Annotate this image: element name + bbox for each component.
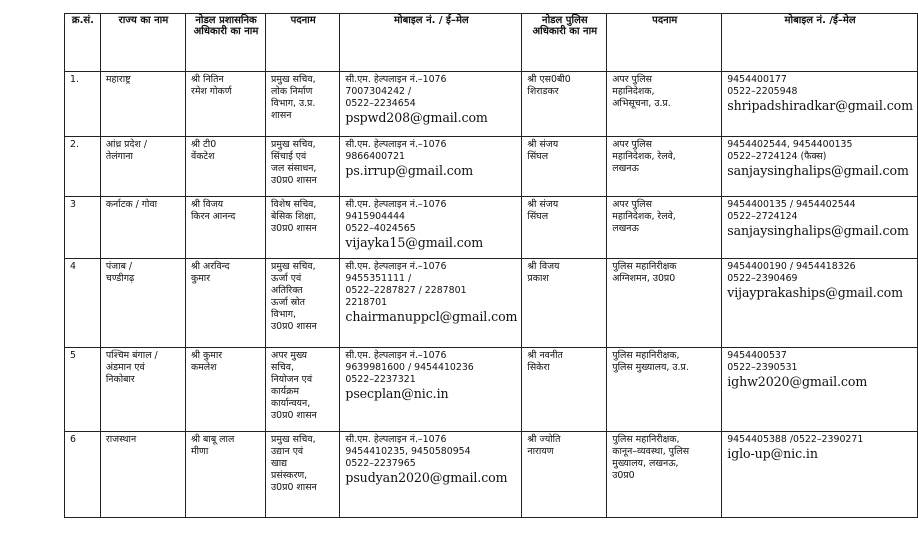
admin-contact-line: 9455351111 / (345, 273, 412, 284)
admin-contact-line: 2218701 (345, 297, 388, 308)
admin-designation-line: उ0प्र0 शासन (271, 482, 317, 493)
admin-designation-line: कार्यक्रम (271, 386, 299, 397)
police-designation (607, 432, 722, 518)
admin-name-line: रमेश गोकर्ण (191, 86, 232, 97)
police-officer-name (522, 348, 607, 432)
admin-designation-line: खाद्य (271, 458, 288, 469)
admin-designation-line: लोक निर्माण (271, 86, 313, 97)
admin-name-line: कमलेश (191, 362, 217, 373)
serial-number: 3 (65, 197, 101, 259)
police-contact-line: 0522–2724124 (727, 211, 798, 222)
police-name-line: श्री नवनीत (527, 350, 563, 361)
police-designation-line: महानिदेशक, (612, 86, 655, 97)
state-name (100, 72, 185, 137)
admin-name-line: श्री विजय (191, 199, 224, 210)
police-officer-name (522, 197, 607, 259)
admin-designation-line: विशेष सचिव, (271, 199, 317, 210)
police-contact-line: 9454400190 / 9454418326 (727, 261, 856, 272)
table-row (65, 432, 918, 518)
admin-contact-line: 0522–2287827 / 2287801 (345, 285, 467, 296)
admin-name-line: किरन आनन्द (191, 211, 236, 222)
admin-contact-line: सी.एम. हेल्पलाइन नं.–1076 (345, 139, 447, 150)
police-officer-name (522, 432, 607, 518)
admin-officer-name (186, 259, 266, 348)
police-designation-line: महानिदेशक, रेलवे, (612, 151, 676, 162)
police-officer-name (522, 259, 607, 348)
admin-designation-line: उ0प्र0 शासन (271, 223, 317, 234)
table-row (65, 72, 918, 137)
header-admin-contact: मोबाइल नं. / ई–मेल (340, 14, 522, 72)
police-designation-line: अपर पुलिस (612, 74, 652, 85)
admin-email[interactable]: psecplan@nic.in (345, 386, 449, 401)
serial-number: 5 (65, 348, 101, 432)
police-designation-line: कानून–व्यवस्था, पुलिस (612, 446, 690, 457)
admin-contact-line: सी.एम. हेल्पलाइन नं.–1076 (345, 261, 447, 272)
admin-designation-line: प्रमुख सचिव, (271, 74, 316, 85)
state-line: पश्चिम बंगाल / (105, 350, 158, 361)
police-designation-line: मुख्यालय, लखनऊ, (612, 458, 679, 469)
police-designation (607, 72, 722, 137)
admin-designation-line: प्रमुख सचिव, (271, 434, 316, 445)
police-contact (722, 72, 918, 137)
state-line: तेलंगाना (105, 151, 133, 162)
table-row (65, 137, 918, 197)
police-contact-line: 9454400537 (727, 350, 787, 361)
header-admin-officer: नोडल प्रशासनिक अधिकारी का नाम (186, 14, 266, 72)
admin-designation-line: जल संसाधन, (271, 163, 317, 174)
header-admin-designation: पदनाम (266, 14, 340, 72)
admin-designation (266, 348, 340, 432)
admin-contact-line: सी.एम. हेल्पलाइन नं.–1076 (345, 350, 447, 361)
police-designation (607, 259, 722, 348)
police-name-line: नारायण (527, 446, 554, 457)
police-email[interactable]: ighw2020@gmail.com (727, 374, 868, 389)
police-designation-line: पुलिस मुख्यालय, उ.प्र. (612, 362, 689, 373)
police-contact-line: 0522–2390531 (727, 362, 798, 373)
police-email[interactable]: sanjaysinghalips@gmail.com (727, 223, 909, 238)
police-name-line: श्री विजय (527, 261, 560, 272)
police-contact (722, 348, 918, 432)
admin-designation (266, 137, 340, 197)
state-line: निकोबार (105, 374, 135, 385)
police-contact-line: 0522–2390469 (727, 273, 798, 284)
admin-designation (266, 72, 340, 137)
police-contact-line: 9454402544, 9454400135 (727, 139, 853, 150)
admin-designation-line: कार्यान्वयन, (271, 398, 311, 409)
table-row (65, 348, 918, 432)
admin-contact (340, 137, 522, 197)
admin-contact-line: सी.एम. हेल्पलाइन नं.–1076 (345, 434, 447, 445)
admin-designation-line: बेसिक शिक्षा, (271, 211, 317, 222)
admin-designation-line: प्रमुख सचिव, (271, 261, 316, 272)
admin-designation-line: प्रसंस्करण, (271, 470, 308, 481)
police-contact-line: 9454400135 / 9454402544 (727, 199, 856, 210)
police-designation-line: अपर पुलिस (612, 139, 652, 150)
admin-contact (340, 72, 522, 137)
header-police-designation: पदनाम (607, 14, 722, 72)
police-contact-line: 9454400177 (727, 74, 787, 85)
admin-designation-line: उ0प्र0 शासन (271, 410, 317, 421)
police-designation (607, 348, 722, 432)
admin-designation-line: उद्यान एवं (271, 446, 304, 457)
state-line: चण्डीगढ़ (105, 273, 135, 284)
police-name-line: शिराडकर (527, 86, 559, 97)
admin-contact-line: 0522–2237321 (345, 374, 416, 385)
admin-contact-line: 9866400721 (345, 151, 406, 162)
admin-officer-name (186, 432, 266, 518)
police-name-line: श्री संजय (527, 199, 559, 210)
state-name (100, 137, 185, 197)
police-name-line: सिकेरा (527, 362, 550, 373)
police-contact-line: 9454405388 /0522–2390271 (727, 434, 864, 445)
header-police-officer: नोडल पुलिस अधिकारी का नाम (522, 14, 607, 72)
table-row (65, 197, 918, 259)
nodal-officers-table (64, 13, 918, 518)
admin-name-line: वेंकटेश (191, 151, 215, 162)
document-page (64, 13, 918, 518)
admin-name-line: कुमार (191, 273, 211, 284)
admin-contact-line: 9454410235, 9450580954 (345, 446, 471, 457)
admin-designation (266, 259, 340, 348)
police-designation-line: अभिसूचना, उ.प्र. (612, 98, 671, 109)
police-designation-line: पुलिस महानिरीक्षक, (612, 434, 680, 445)
admin-contact-line: सी.एम. हेल्पलाइन नं.–1076 (345, 74, 447, 85)
admin-name-line: श्री नितिन (191, 74, 224, 85)
police-name-line: सिंघल (527, 211, 549, 222)
police-officer-name (522, 137, 607, 197)
admin-officer-name (186, 72, 266, 137)
state-line: पंजाब / (105, 261, 133, 272)
admin-designation-line: सचिव, (271, 362, 294, 373)
admin-designation-line: सिंचाई एवं (271, 151, 307, 162)
police-email[interactable]: shripadshiradkar@gmail.com (727, 98, 913, 113)
police-designation-line: अपर पुलिस (612, 199, 652, 210)
police-designation-line: पुलिस महानिरीक्षक, (612, 350, 680, 361)
police-designation-line: अग्निशमन, उ0प्र0 (612, 273, 676, 284)
police-name-line: प्रकाश (527, 273, 549, 284)
admin-name-line: श्री टी0 (191, 139, 217, 150)
police-designation-line: पुलिस महानिरीक्षक (612, 261, 677, 272)
state-name (100, 432, 185, 518)
admin-officer-name (186, 197, 266, 259)
police-name-line: श्री ज्योति (527, 434, 561, 445)
state-name (100, 348, 185, 432)
state-name (100, 259, 185, 348)
header-police-contact: मोबाइल नं. /ई–मेल (722, 14, 918, 72)
admin-designation-line: नियोजन एवं (271, 374, 313, 385)
admin-designation-line: विभाग, उ.प्र. (271, 98, 316, 109)
admin-officer-name (186, 348, 266, 432)
police-name-line: श्री एस0बी0 (527, 74, 571, 85)
police-designation (607, 137, 722, 197)
table-header-row (65, 14, 918, 72)
admin-officer-name (186, 137, 266, 197)
police-designation-line: महानिदेशक, रेलवे, (612, 211, 676, 222)
admin-designation-line: विभाग, (271, 309, 296, 320)
admin-name-line: श्री अरविन्द (191, 261, 230, 272)
table-row (65, 259, 918, 348)
police-officer-name (522, 72, 607, 137)
admin-designation-line: शासन (271, 110, 292, 121)
police-contact (722, 432, 918, 518)
police-contact-line: 0522–2205948 (727, 86, 798, 97)
admin-email[interactable]: chairmanuppcl@gmail.com (345, 309, 518, 324)
admin-designation-line: ऊर्जा स्रोत (271, 297, 305, 308)
admin-designation-line: प्रमुख सचिव, (271, 139, 316, 150)
admin-email[interactable]: pspwd208@gmail.com (345, 110, 488, 125)
serial-number: 1. (65, 72, 101, 137)
police-designation (607, 197, 722, 259)
admin-contact-line: 0522–2234654 (345, 98, 416, 109)
admin-contact-line: 0522–4024565 (345, 223, 416, 234)
police-email[interactable]: vijayprakaships@gmail.com (727, 285, 903, 300)
admin-designation-line: अतिरिक्त (271, 285, 303, 296)
admin-designation-line: अपर मुख्य (271, 350, 307, 361)
admin-name-line: श्री कुमार (191, 350, 223, 361)
admin-contact-line: 0522–2237965 (345, 458, 416, 469)
police-email[interactable]: sanjaysinghalips@gmail.com (727, 163, 909, 178)
police-contact-line: 0522–2724124 (फैक्स) (727, 151, 827, 162)
police-contact (722, 259, 918, 348)
police-name-line: श्री संजय (527, 139, 559, 150)
police-contact (722, 197, 918, 259)
admin-contact (340, 197, 522, 259)
admin-contact-line: 9415904444 (345, 211, 406, 222)
admin-designation (266, 197, 340, 259)
admin-contact (340, 348, 522, 432)
admin-email[interactable]: psudyan2020@gmail.com (345, 470, 508, 485)
serial-number: 6 (65, 432, 101, 518)
state-line: महाराष्ट्र (105, 74, 131, 85)
admin-contact (340, 259, 522, 348)
admin-contact-line: 9639981600 / 9454410236 (345, 362, 474, 373)
admin-designation (266, 432, 340, 518)
header-serial: क्र.सं. (65, 14, 101, 72)
admin-email[interactable]: ps.irrup@gmail.com (345, 163, 474, 178)
state-line: कर्नाटक / गोवा (105, 199, 158, 210)
state-line: राजस्थान (105, 434, 137, 445)
police-email[interactable]: iglo-up@nic.in (727, 446, 818, 461)
police-name-line: सिंघल (527, 151, 549, 162)
serial-number: 2. (65, 137, 101, 197)
police-contact (722, 137, 918, 197)
police-designation-line: उ0प्र0 (612, 470, 635, 481)
serial-number: 4 (65, 259, 101, 348)
police-designation-line: लखनऊ (612, 163, 639, 174)
state-line: अंडमान एवं (105, 362, 145, 373)
admin-name-line: मीणा (191, 446, 209, 457)
police-designation-line: लखनऊ (612, 223, 639, 234)
admin-designation-line: उ0प्र0 शासन (271, 321, 317, 332)
admin-contact-line: 7007304242 / (345, 86, 412, 97)
state-name (100, 197, 185, 259)
admin-name-line: श्री बाबू लाल (191, 434, 235, 445)
header-state: राज्य का नाम (100, 14, 185, 72)
admin-contact (340, 432, 522, 518)
admin-email[interactable]: vijayka15@gmail.com (345, 235, 484, 250)
admin-designation-line: ऊर्जा एवं (271, 273, 302, 284)
admin-designation-line: उ0प्र0 शासन (271, 175, 317, 186)
admin-contact-line: सी.एम. हेल्पलाइन नं.–1076 (345, 199, 447, 210)
state-line: आंध्र प्रदेश / (105, 139, 148, 150)
